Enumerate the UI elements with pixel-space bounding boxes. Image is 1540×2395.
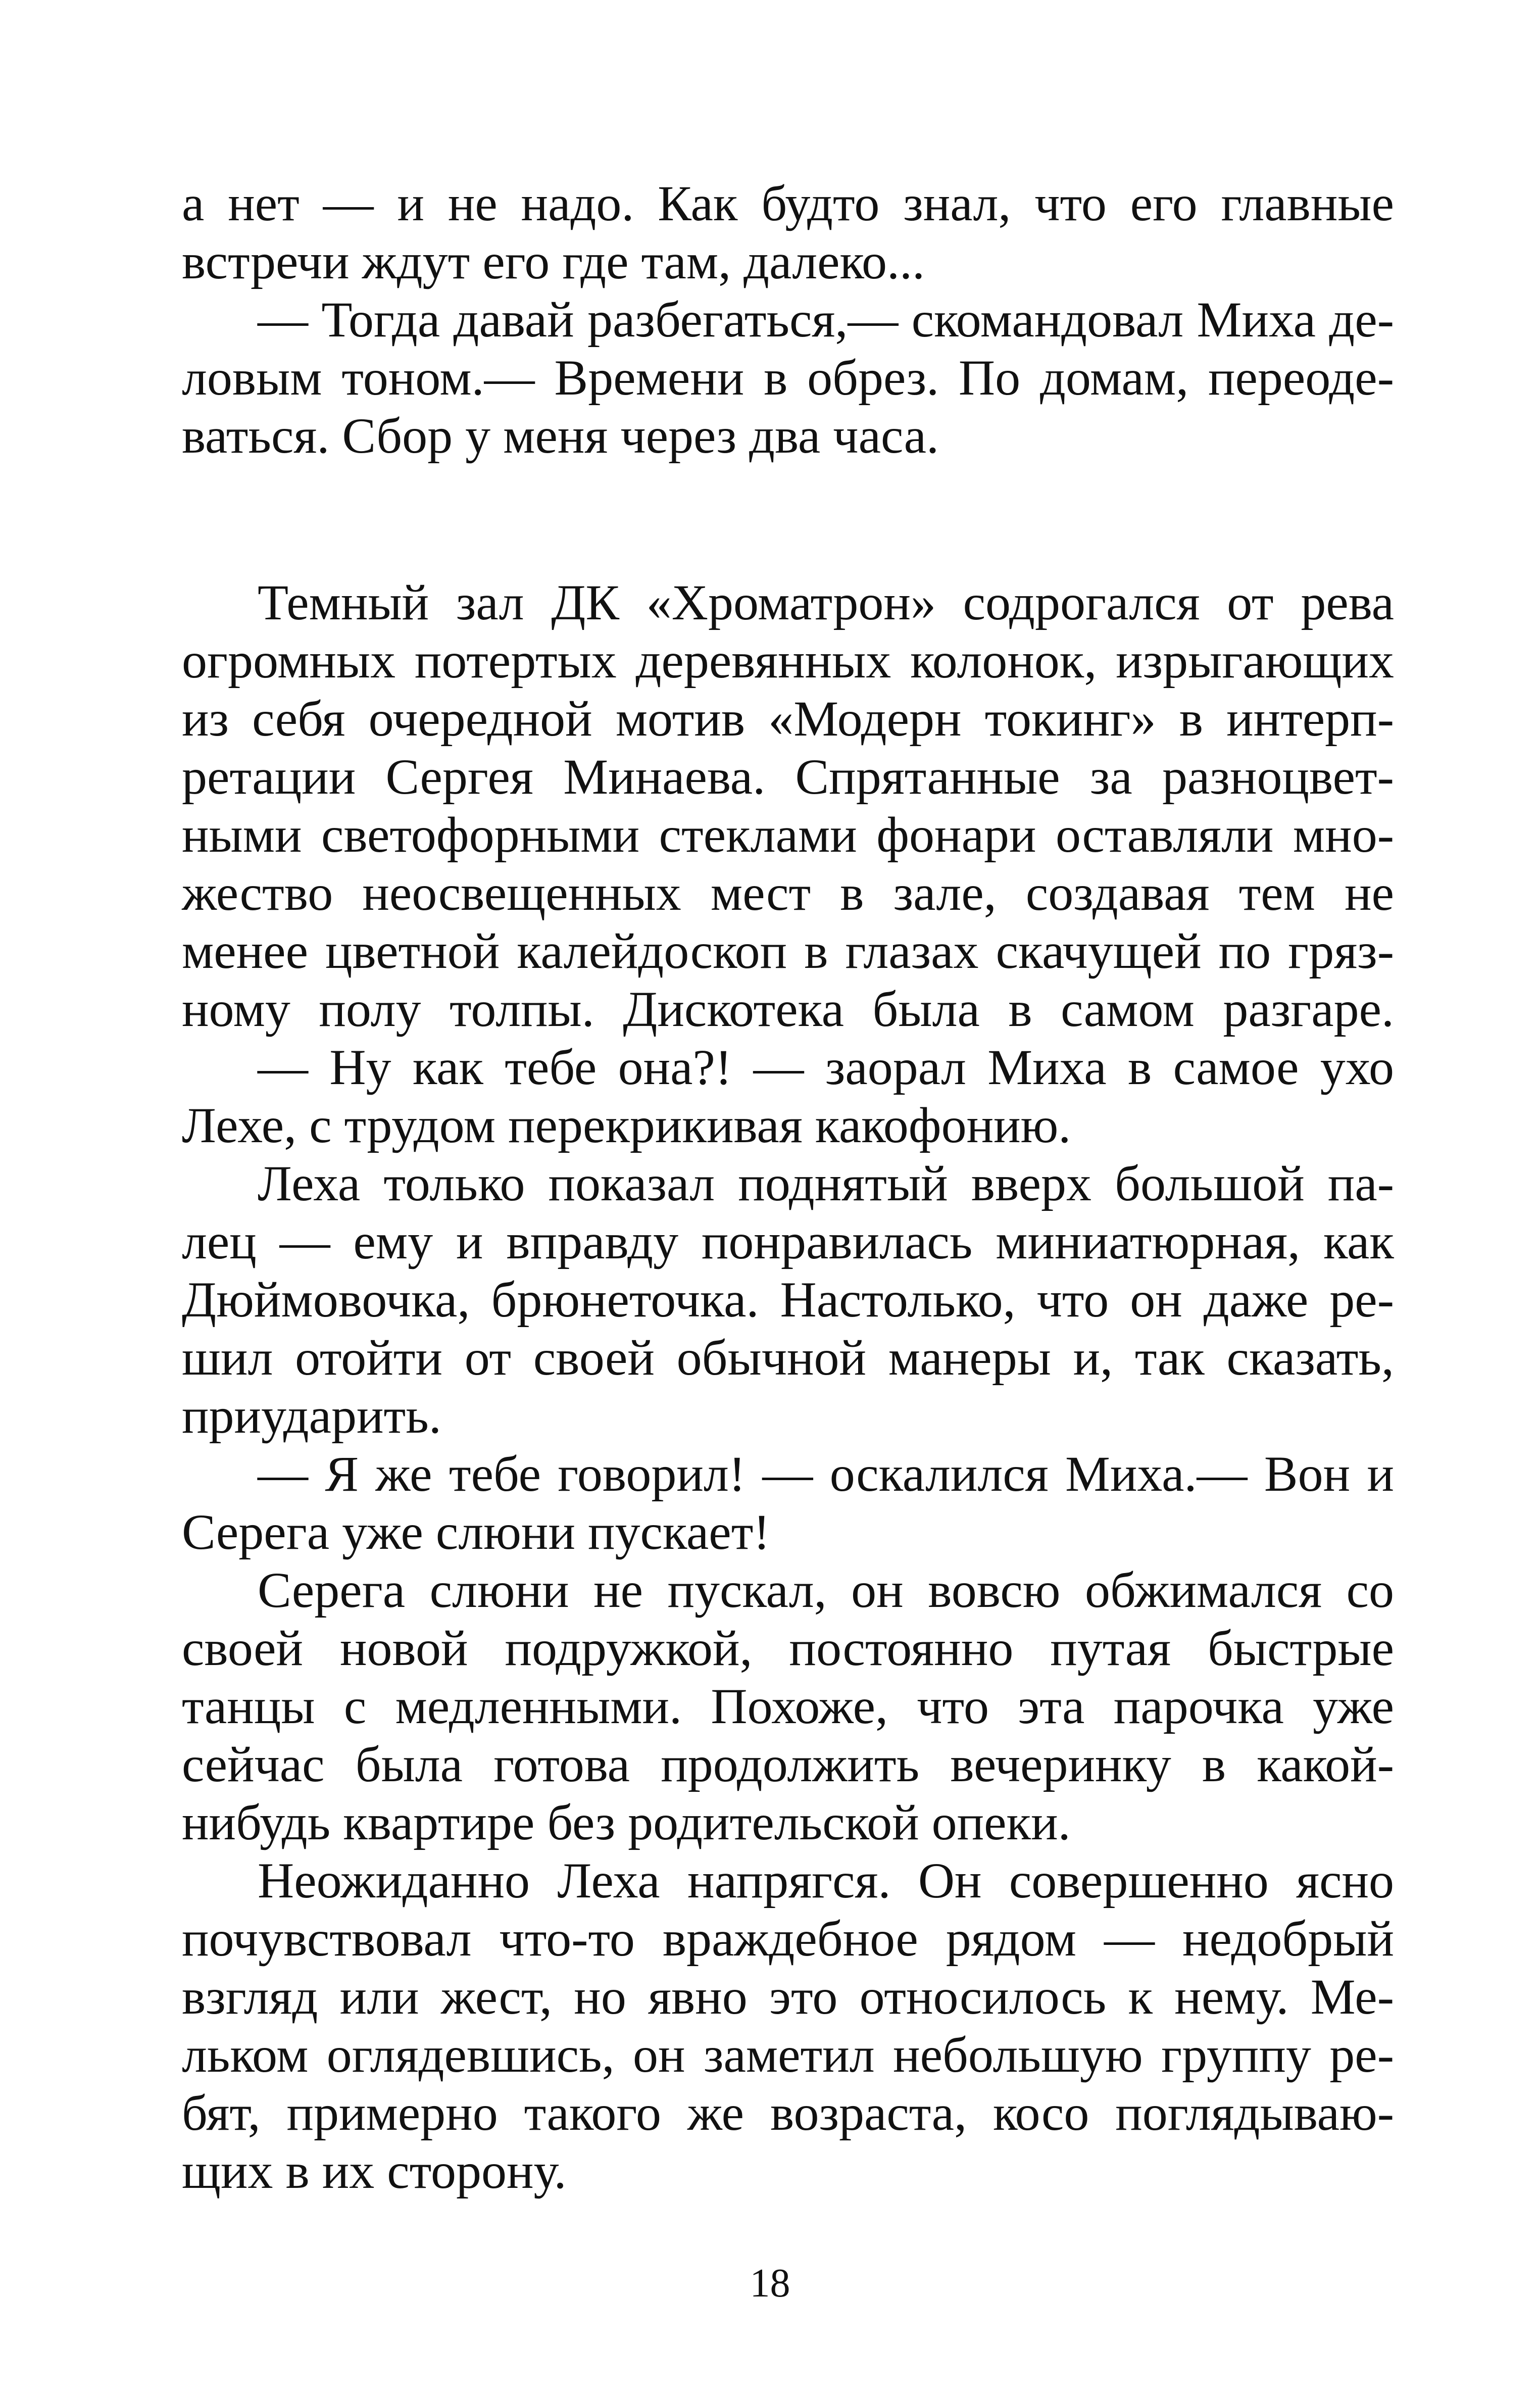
- text-line: менее цветной калейдоскоп в глазах скачущей по гряз-: [182, 923, 1394, 979]
- text-line: сейчас была готова продолжить вечеринку в какой-: [182, 1736, 1394, 1792]
- text-line: танцы с медленными. Похоже, что эта парочка уже: [182, 1678, 1394, 1734]
- text-line: Дюймовочка, брюнеточка. Настолько, что он даже ре-: [182, 1272, 1394, 1328]
- text-line: нибудь квартире без родительской опеки.: [182, 1794, 1071, 1850]
- text-line: шил отойти от своей обычной манеры и, так сказать,: [182, 1330, 1394, 1386]
- text-line: — Я же тебе говорил! — оскалился Миха.— Вон и: [258, 1446, 1394, 1502]
- text-line: Серега слюни не пускал, он вовсю обжимался со: [258, 1562, 1394, 1618]
- text-line: ными светофорными стеклами фонари оставляли мно-: [182, 807, 1394, 863]
- text-line: ловым тоном.— Времени в обрез. По домам, переоде-: [182, 350, 1394, 406]
- text-line: ваться. Сбор у меня через два часа.: [182, 408, 939, 464]
- page-number: 18: [750, 2261, 790, 2306]
- text-line: а нет — и не надо. Как будто знал, что его главные: [182, 175, 1394, 231]
- text-line: своей новой подружкой, постоянно путая быстрые: [182, 1620, 1394, 1676]
- text-line: — Тогда давай разбегаться,— скомандовал Миха де-: [258, 291, 1394, 348]
- text-line: Неожиданно Леха напрягся. Он совершенно ясно: [258, 1852, 1394, 1909]
- text-line: льком оглядевшись, он заметил небольшую группу ре-: [182, 2027, 1394, 2083]
- text-line: Леха только показал поднятый вверх большой па-: [258, 1155, 1394, 1211]
- text-line: — Ну как тебе она?! — заорал Миха в самое ухо: [258, 1039, 1394, 1095]
- text-line: Лехе, с трудом перекрикивая какофонию.: [182, 1097, 1071, 1153]
- text-line: Темный зал ДК «Хроматрон» содрогался от рева: [258, 574, 1394, 630]
- text-line: ретации Сергея Минаева. Спрятанные за разноцвет-: [182, 749, 1394, 805]
- text-line: Серега уже слюни пускает!: [182, 1504, 770, 1560]
- text-line: ному полу толпы. Дискотека была в самом разгаре.: [182, 981, 1394, 1037]
- text-line: лец — ему и вправду понравилась миниатюрная, как: [182, 1213, 1394, 1269]
- text-line: взгляд или жест, но явно это относилось к нему. Ме-: [182, 1969, 1394, 2025]
- text-line: огромных потертых деревянных колонок, изрыгающих: [182, 632, 1394, 689]
- text-line: щих в их сторону.: [182, 2143, 567, 2199]
- text-line: приударить.: [182, 1388, 441, 1444]
- text-line: встречи ждут его где там, далеко...: [182, 233, 925, 289]
- text-line: жество неосвещенных мест в зале, создавая тем не: [182, 865, 1394, 921]
- text-line: из себя очередной мотив «Модерн токинг» в интерп-: [182, 691, 1394, 747]
- text-line: бят, примерно такого же возраста, косо поглядываю-: [182, 2085, 1394, 2141]
- text-line: почувствовал что-то враждебное рядом — недобрый: [182, 1911, 1394, 1967]
